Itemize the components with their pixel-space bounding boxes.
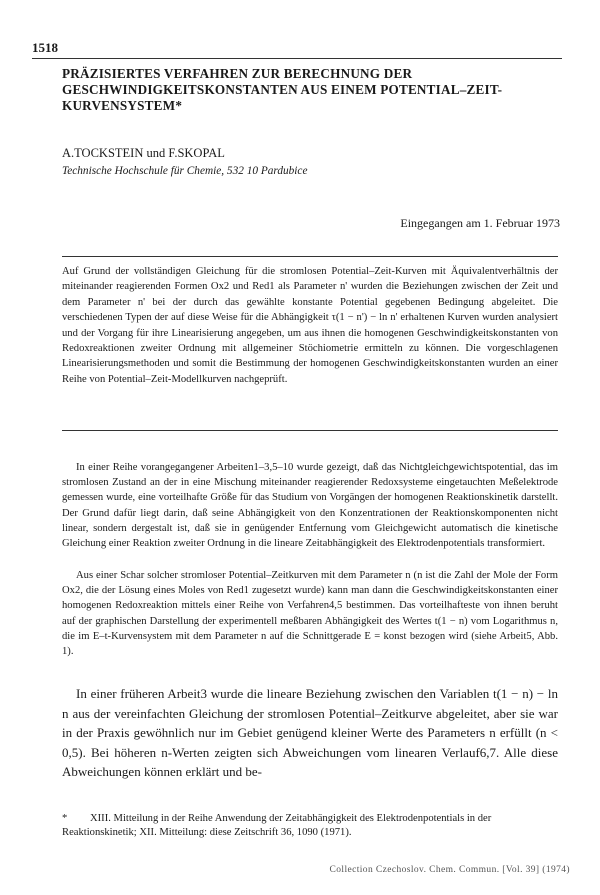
abstract-rule-top — [62, 256, 558, 257]
footnote-marker: * — [62, 813, 68, 824]
affiliation: Technische Hochschule für Chemie, 532 10 Pardubice — [62, 165, 308, 177]
article-title: PRÄZISIERTES VERFAHREN ZUR BERECHNUNG DER GESCHWINDIGKEITSKONSTANTEN AUS EINEM POTENTIAL–ZEIT-KURVENSYSTEM* — [62, 66, 503, 113]
abstract: Auf Grund der vollständigen Gleichung für die stromlosen Potential–Zeit-Kurven mit Äquivalentverhältnis der miteinander reagierenden Formen Ox2 und Red1 als Parameter n' wurden die Beziehungen zwischen der Zeit und dem Parameter n' bei der durch das gewählte konstante Potential gegebenen Bedingung abgeleitet. Die verschiedenen Typen der auf diese Weise für die Abhängigkeit τ(1 − n') − ln n' erhaltenen Kurven wurden analysiert und der Vorgang für ihre Linearisierung angegeben, um aus ihnen die homogenen Geschwindigkeitskonstanten von Redoxreaktionen zweiter Ordnung mit allgemeiner Stöchiometrie ermitteln zu können. Die vorgeschlagenen Linearisierungsmethoden und somit die Bestimmung der homogenen Geschwindigkeitskonstanten wurden an einer Reihe von Potential–Zeit-Modellkurven nachgeprüft. — [62, 266, 558, 385]
body-paragraph-1: In einer Reihe vorangegangener Arbeiten1–3,5–10 wurde gezeigt, daß das Nichtgleichgewichtspotential, das im stromlosen Zustand an der in eine Mischung miteinander reagierender Redoxsysteme eingetauchten Meßelektrode gemessen wurde, eine vorteilhafte Größe für das Studium von Vorgängen der homogenen Reaktionskinetik darstellt. Der Grund dafür liegt darin, daß seine Abhängigkeit von den Konzentrationen der Reaktionskomponenten nicht linear, sondern dergestalt ist, daß sie in genügender Entfernung vom Gleichgewicht automatisch die kinetische Gleichung einer Reaktion zweiter Ordnung in die lineare Zeitabhängigkeit des Elektrodenpotentials transformiert. — [62, 462, 558, 550]
footnote — [62, 812, 558, 840]
page-number: 1518 — [32, 40, 58, 55]
received-date: Eingegangen am 1. Februar 1973 — [400, 216, 560, 230]
body-paragraph-3: In einer früheren Arbeit3 wurde die lineare Beziehung zwischen den Variablen t(1 − n) − ln n aus der vereinfachten Gleichung der stromlosen Potential–Zeitkurve abgeleitet, aber sie war in der Praxis gewöhnlich nur im Gebiet genügend kleiner Werte des Parameters n erfüllt (n < 0,5). Bei höheren n-Werten zeigten sich Abweichungen vom linearen Verlauf6,7. Alle diese Abweichungen können erklärt und be- — [62, 686, 558, 779]
abstract-rule-bottom — [62, 430, 558, 431]
journal-footer: Collection Czechoslov. Chem. Commun. [Vol. 39] (1974) — [329, 865, 570, 875]
header-rule — [32, 58, 562, 59]
footnote-text: XIII. Mitteilung in der Reihe Anwendung der Zeitabhängigkeit des Elektrodenpotentials in der Reaktionskinetik; XII. Mitteilung: diese Zeitschrift 36, 1090 (1971). — [62, 813, 492, 838]
authors: A.TOCKSTEIN und F.SKOPAL — [62, 146, 225, 160]
body-paragraph-2: Aus einer Schar solcher stromloser Potential–Zeitkurven mit dem Parameter n (n ist die Zahl der Mole der Form Ox2, die der Lösung eines Moles von Red1 zugesetzt wurde) kann man dann die Geschwindigkeitskonstanten einer homogenen Redoxreaktion mittels einer Reihe von Verfahren4,5 bestimmen. Das vorteilhafteste von ihnen beruht auf der graphischen Darstellung der experimentell meßbaren Abhängigkeit des Wertes t(1 − n) vom Logarithmus n, die im E–t-Kurvensystem mit dem Parameter n auf die Schnittgerade E = konst bezogen wird (siehe Arbeit5, Abb. 1). — [62, 570, 558, 658]
